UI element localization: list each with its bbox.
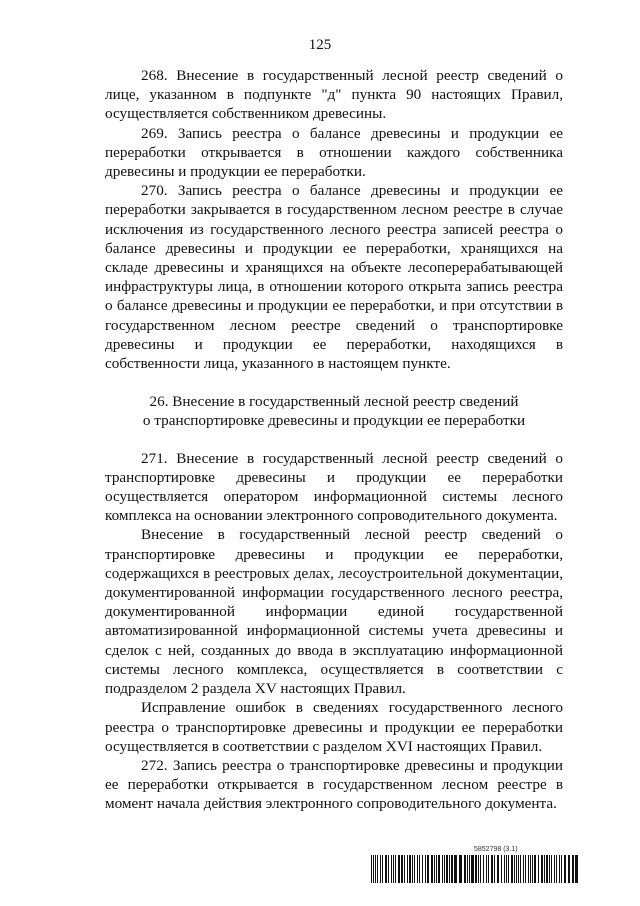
paragraph-271: 271. Внесение в государственный лесной реестр сведений о транспортировке древесины и продукции ее переработки осуществляется оператором информационной системы лесного комплекса на основании электронного сопроводительного документа. [105,449,563,525]
section-heading-line-2: о транспортировке древесины и продукции ее переработки [142,412,526,430]
barcode-icon [371,855,579,883]
paragraph-270: 270. Запись реестра о балансе древесины и продукции ее переработки закрывается в государственном лесном реестре в случае исключения из государственного лесного реестра записей реестра о балансе древесины и продукции ее переработки, хранящихся на складе древесины и хранящихся на объекте лесоперерабатывающей инфраструктуры лица, в отношении которого открыта запись реестра о балансе древесины и продукции ее переработки, и при отсутствии в государственном лесном реестре сведений о транспортировке древесины и продукции ее переработки, находящихся в собственности лица, указанного в настоящем пункте. [105,182,563,373]
paragraph-268: 268. Внесение в государственный лесной реестр сведений о лице, указанном в подпункте "д" пункта 90 настоящих Правил, осуществляется собственником древесины. [105,67,563,123]
paragraph-271-part-3: Исправление ошибок в сведениях государственного лесного реестра о транспортировке древесины и продукции ее переработки осуществляется в соответствии с разделом XVI настоящих Правил. [105,699,563,755]
page-number: 125 [308,37,332,53]
section-heading-line-1: 26. Внесение в государственный лесной реестр сведений [149,393,519,411]
paragraph-272: 272. Запись реестра о транспортировке древесины и продукции ее переработки открывается в государственном лесном реестре в момент начала действия электронного сопроводительного документа. [105,756,563,813]
document-body [105,66,563,814]
paragraph-271-part-2: Внесение в государственный лесной реестр сведений о транспортировке древесины и продукции ее переработки, содержащихся в реестровых делах, лесоустроительной документации, документированной информации государственного лесного реестра, документированной информации единой государственной автоматизированной информационной системы учета древесины и сделок с ней, созданных до ввода в эксплуатацию информационной системы лесного комплекса, осуществляется в соответствии с подразделом 2 раздела XV настоящих Правил. [105,526,563,698]
paragraph-269: 269. Запись реестра о балансе древесины и продукции ее переработки открывается в отношении каждого собственника древесины и продукции ее переработки. [105,124,563,181]
document-code: 5852798 (3.1) [474,846,518,853]
section-heading-26 [105,392,563,430]
